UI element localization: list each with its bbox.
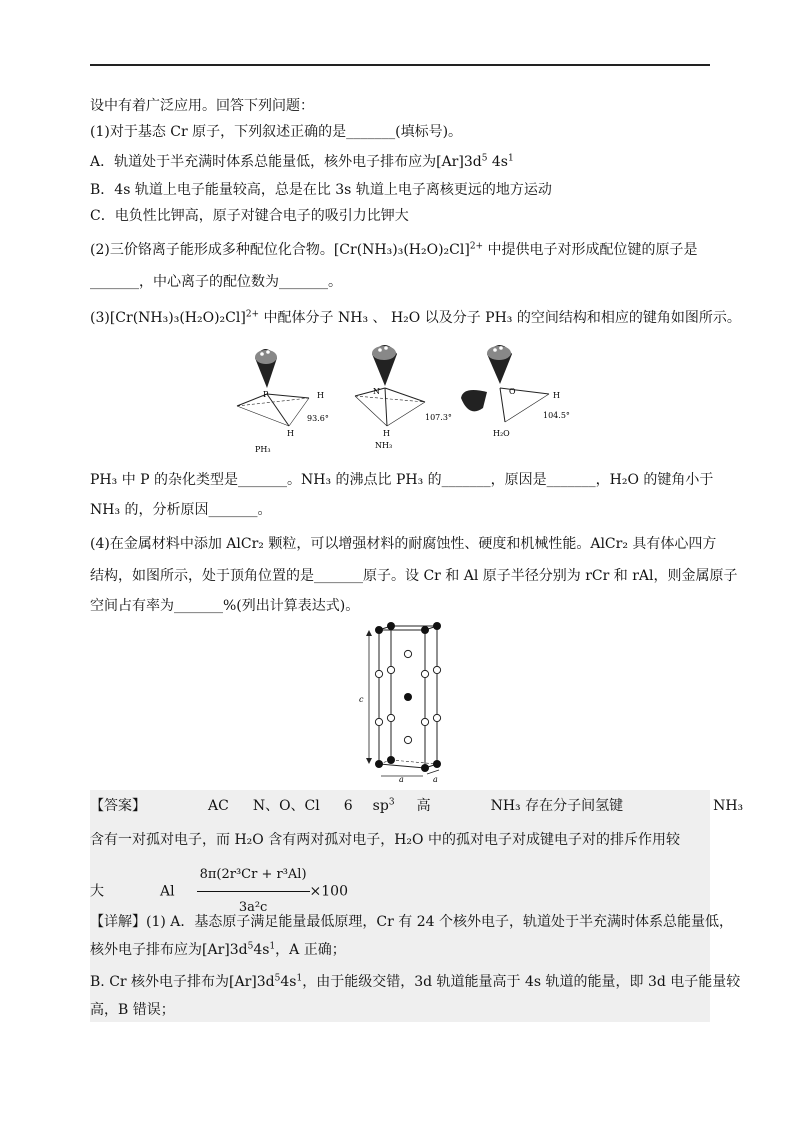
q1-stem: (1)对于基态 Cr 原子，下列叙述正确的是_______(填标号)。 [90,124,463,140]
answer-line2: 含有一对孤对电子，而 H₂O 含有两对孤对电子，H₂O 中的孤对电子对成键电子对的排斥作用较 [90,832,680,848]
answer-line1: 【答案】 AC N、O、Cl 6 $sp^3$ 高 NH₃ 存在分子间氢键 NH₃ [90,797,744,814]
ph3-molecule [237,349,329,454]
ph3-h-label-bottom: H [287,429,294,438]
h2o-h-label: H [553,391,560,400]
detail-line3: B. Cr 核外电子排布为$[Ar]3d^54s^1$，由于能级交错，3d 轨道能量高于 4s 轨道的能量，即 3d 电子能量较 [90,973,741,990]
h2o-central-atom: O [509,387,516,396]
h2o-angle: 104.5° [543,411,570,420]
intro-text: 设中有着广泛应用。回答下列问题： [90,98,314,114]
q1-option-a: A．轨道处于半充满时体系总能量低，核外电子排布应为$[Ar]3d^5$ $4s^1$ [90,153,514,170]
ph3-angle: 93.6° [307,414,329,423]
ph3-label: PH₃ [255,445,271,454]
nh3-h-label: H [383,429,390,438]
answer-line3: 大 Al $\frac{\text{8π(2r³Cr + r³Al)}}{\text{3a²c}}$ ×100 [90,860,348,923]
q2-line2: _______，中心离子的配位数为_______。 [90,274,342,290]
crystal-cell-figure [355,622,455,782]
ph3-central-atom: P [263,390,269,399]
detail-line2: 核外电子排布应为$[Ar]3d^54s^1$，A 正确； [90,941,346,958]
q3-stem: $(3)[Cr(NH_3)_3(H_2O)_2Cl]^{2+}$ 中配体分子 NH₃ 、 H₂O 以及分子 PH₃ 的空间结构和相应的键角如图所示。 [90,309,741,326]
nh3-label: NH₃ [375,441,393,450]
lattice-c-label: c [359,695,364,704]
q2-line1: (2)三价铬离子能形成多种配位化合物。$[Cr(NH_3)_3(H_2O)_2Cl]^{2+}$ 中提供电子对形成配位键的原子是 [90,241,698,258]
nh3-molecule [355,345,452,450]
q3-line-a: PH₃ 中 P 的杂化类型是_______。NH₃ 的沸点比 PH₃ 的_______，原因是_______，H₂O 的键角小于 [90,472,714,488]
h2o-molecule [461,345,570,438]
detail-line1: 【详解】(1) A．基态原子满足能量最低原理，Cr 有 24 个核外电子，轨道处于半充满时体系总能量低， [90,914,733,930]
q1-option-c: C．电负性比钾高，原子对键合电子的吸引力比钾大 [90,208,409,224]
q4-line1: (4)在金属材料中添加 AlCr₂ 颗粒，可以增强材料的耐腐蚀性、硬度和机械性能。AlCr₂ 具有体心四方 [90,536,717,552]
lattice-a-label: a [399,775,404,782]
nh3-angle: 107.3° [425,413,452,422]
ph3-h-label: H [317,391,324,400]
molecule-geometry-figure [225,336,595,466]
header-rule [90,64,710,66]
q1-option-b: B．4s 轨道上电子能量较高，总是在比 3s 轨道上电子离核更远的地方运动 [90,182,552,198]
packing-fraction-formula: $\frac{\text{8π(2r³Cr + r³Al)}}{\text{3a²c}}$ [197,860,310,923]
q4-line3: 空间占有率为_______%(列出计算表达式)。 [90,598,360,614]
q4-line2: 结构，如图所示，处于顶角位置的是_______原子。设 Cr 和 Al 原子半径分别为 rCr 和 rAl，则金属原子 [90,568,738,584]
lattice-a-label-2: a [433,775,438,782]
detail-line4: 高，B 错误； [90,1002,175,1018]
q3-line-b: NH₃ 的，分析原因_______。 [90,502,272,518]
nh3-central-atom: N [373,387,380,396]
h2o-label: H₂O [493,429,510,438]
